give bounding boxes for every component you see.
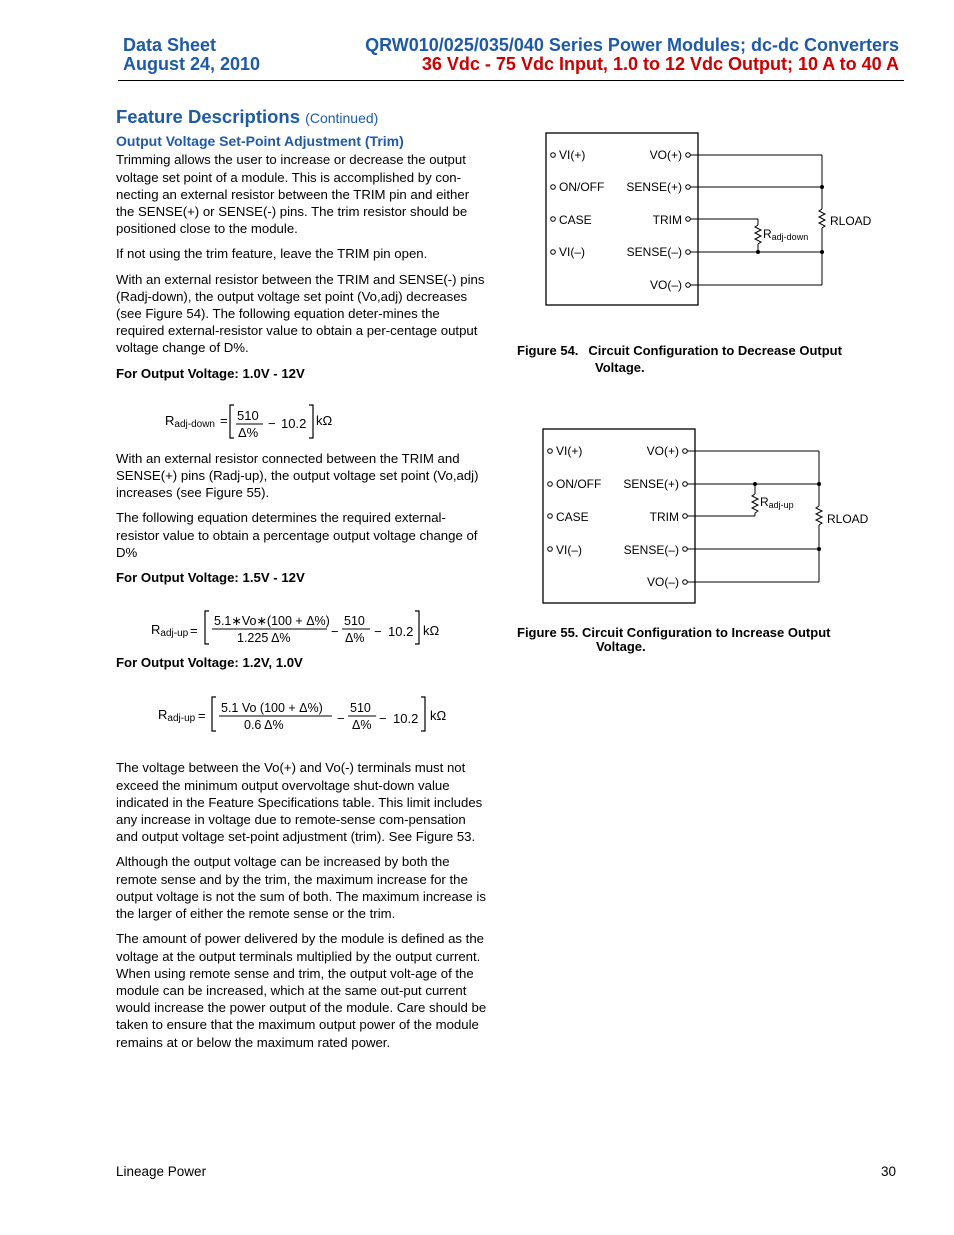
eq2-equals: =	[190, 623, 198, 639]
fig55-pin-sense-plus: SENSE(+)	[623, 477, 679, 491]
section-title: Feature Descriptions (Continued)	[116, 106, 379, 127]
fig55-pin-case: CASE	[556, 510, 589, 524]
eq2-denominator-2: Δ%	[345, 631, 365, 646]
eq1-unit: kΩ	[316, 412, 333, 428]
paragraph-6: The voltage between the Vo(+) and Vo(-) terminals must not exceed the minimum output overvoltage shut-down value indicated in the Feature Specifications table. This limit includes any increase in voltage due to remote-sense com-pensation and output voltage set-point adjustment (trim). See Figure 53.	[116, 760, 483, 845]
fig54-pin-sense-plus: SENSE(+)	[626, 180, 682, 194]
eq1-equals: =	[220, 412, 228, 428]
paragraph-5: The following equation determines the required external-resistor value to obtain a percentage output voltage change of D%	[116, 510, 478, 560]
fig54-pin-vo-plus: VO(+)	[649, 148, 682, 162]
eq1-constant: 10.2	[281, 415, 307, 431]
eq3-denominator-1: 0.6 Δ%	[244, 718, 284, 733]
fig54-pin-vi-minus: VI(–)	[559, 245, 586, 259]
eq1-minus: −	[268, 415, 276, 431]
eq2-numerator-2: 510	[344, 614, 365, 629]
eq2-denominator-1: 1.225 Δ%	[237, 631, 291, 646]
figure-55-caption: Figure 55. Circuit Configuration to Increase Output Voltage.	[517, 625, 831, 654]
fig55-pin-vi-plus: VI(+)	[556, 444, 583, 458]
subsection-title: Output Voltage Set-Point Adjustment (Trim)	[116, 133, 404, 150]
paragraph-3: With an external resistor between the TRIM and SENSE(-) pins (Radj-down), the output voltage set point (Vo,adj) decreases (see Figure 54). The following equation deter-mines the required external-resistor value to obtain a per-centage output voltage change of D%.	[116, 271, 485, 356]
voltage-label-3: For Output Voltage: 1.2V, 1.0V	[116, 655, 303, 671]
fig55-pin-sense-minus: SENSE(–)	[623, 543, 679, 557]
eq3-equals: =	[198, 708, 206, 724]
eq2-numerator-1: 5.1∗Vo∗(100 + Δ%)	[214, 614, 330, 629]
paragraph-1: Trimming allows the user to increase or decrease the output voltage set point of a module. This is accomplished by con-necting an external resistor between the TRIM pin and either the SENSE(+) or SENSE(-) pins. The trim resistor should be positioned close to the module.	[116, 152, 470, 237]
continued-label: (Continued)	[305, 110, 379, 126]
eq3-denominator-2: Δ%	[352, 718, 372, 733]
fig54-pin-trim: TRIM	[652, 213, 682, 227]
fig54-pin-vo-minus: VO(–)	[649, 278, 682, 292]
product-subtitle: 36 Vdc - 75 Vdc Input, 1.0 to 12 Vdc Output; 10 A to 40 A	[421, 54, 899, 74]
fig55-pin-on-off: ON/OFF	[556, 477, 602, 491]
fig55-pin-trim: TRIM	[649, 510, 679, 524]
fig54-pin-sense-minus: SENSE(–)	[626, 245, 682, 259]
header-right	[365, 36, 899, 74]
paragraph-7: Although the output voltage can be increased by both the remote sense and by the trim, the maximum increase for the output voltage is not the sum of both. The maximum increase is the larger of either the remote sense or the trim.	[116, 854, 486, 922]
equation-1	[116, 390, 488, 450]
eq1-numerator: 510	[237, 407, 259, 423]
eq3-numerator-2: 510	[350, 701, 371, 716]
figure-55-diagram	[537, 424, 877, 609]
eq3-minus-2: −	[379, 711, 387, 727]
doc-type: Data Sheet	[123, 35, 217, 55]
equation-2	[116, 594, 488, 654]
fig54-pin-vi-plus: VI(+)	[559, 148, 586, 162]
voltage-label-1: For Output Voltage: 1.0V - 12V	[116, 365, 305, 381]
eq2-constant: 10.2	[388, 624, 414, 640]
header-rule	[118, 80, 904, 81]
fig54-pin-on-off: ON/OFF	[559, 180, 605, 194]
paragraph-8: The amount of power delivered by the module is defined as the voltage at the output terminals multiplied by the output current. When using remote sense and trim, the output volt-age of the module can be increased, which at the same out-put current would increase the power output of the module. Care should be taken to ensure that the maximum output power of the module remains at or below the maximum rated power.	[116, 931, 487, 1050]
eq1-lhs: Radj-down	[165, 412, 215, 430]
eq2-minus-2: −	[374, 624, 382, 640]
fig55-pin-vo-minus: VO(–)	[646, 575, 679, 589]
fig55-radj-up-label: Radj-up	[760, 495, 794, 510]
eq2-unit: kΩ	[423, 623, 440, 639]
figure-54-caption: Figure 54. Circuit Configuration to Decrease Output Voltage.	[517, 343, 842, 375]
fig54-radj-down-label: Radj-down	[763, 227, 809, 242]
product-title: QRW010/025/035/040 Series Power Modules; dc-dc Converters	[365, 35, 899, 55]
eq3-unit: kΩ	[430, 708, 447, 724]
eq1-denominator: Δ%	[238, 424, 259, 440]
figure-54-diagram	[540, 128, 880, 313]
voltage-label-2: For Output Voltage: 1.5V - 12V	[116, 570, 305, 586]
page-number: 30	[880, 1164, 896, 1179]
eq3-lhs: Radj-up	[158, 707, 196, 725]
fig54-rload-label: RLOAD	[830, 214, 872, 228]
eq2-lhs: Radj-up	[151, 622, 189, 640]
footer-company: Lineage Power	[116, 1164, 207, 1179]
fig55-pin-vo-plus: VO(+)	[646, 444, 679, 458]
doc-date: August 24, 2010	[123, 54, 261, 74]
equation-3	[116, 679, 488, 759]
paragraph-2: If not using the trim feature, leave the TRIM pin open.	[116, 246, 428, 262]
eq3-minus-1: −	[337, 711, 345, 727]
eq2-minus-1: −	[331, 624, 339, 640]
fig55-rload-label: RLOAD	[827, 512, 869, 526]
eq3-constant: 10.2	[393, 711, 419, 727]
header-left	[123, 36, 260, 74]
fig54-pin-case: CASE	[559, 213, 592, 227]
fig55-pin-vi-minus: VI(–)	[556, 543, 583, 557]
left-column	[116, 108, 488, 1059]
paragraph-4: With an external resistor connected between the TRIM and SENSE(+) pins (Radj-up), the output voltage set point (Vo,adj) increases (see Figure 55).	[116, 450, 479, 501]
eq3-numerator-1: 5.1 Vo (100 + Δ%)	[221, 701, 323, 716]
